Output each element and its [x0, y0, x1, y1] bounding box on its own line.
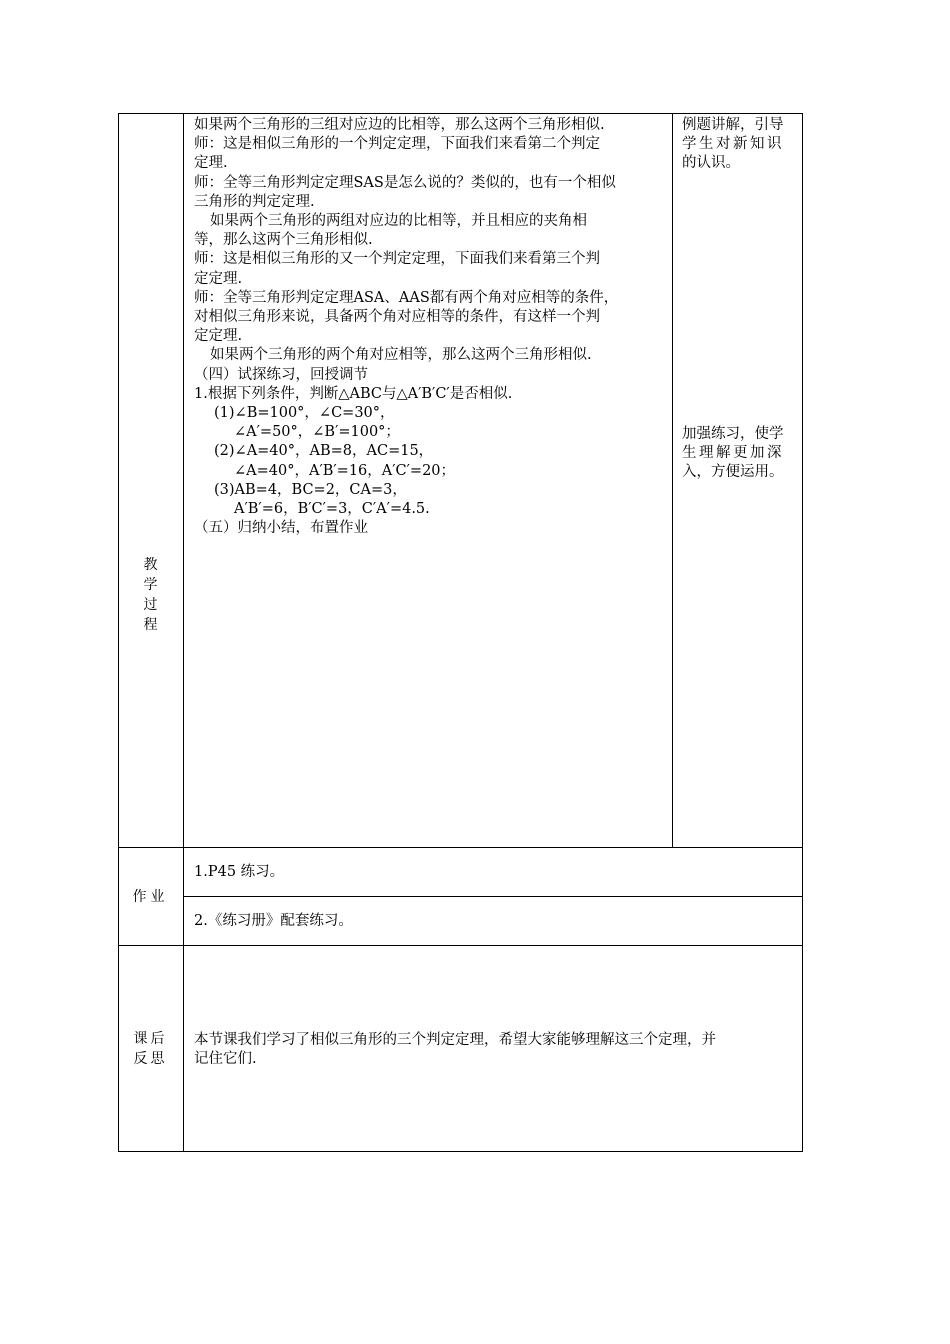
note-line: 例题讲解，引导	[682, 117, 784, 133]
process-label-char: 程	[143, 617, 158, 633]
reflection-label-line: 反思	[133, 1051, 168, 1067]
process-label	[118, 555, 183, 635]
table-border-bottom	[118, 1151, 803, 1152]
row-divider-process	[118, 847, 803, 848]
note-line: 的认识。	[682, 155, 740, 172]
process-line: 如果两个三角形的两组对应边的比相等，并且相应的夹角相	[210, 213, 587, 230]
process-line: 对相似三角形来说，具备两个角对应相等的条件，有这样一个判	[194, 309, 600, 326]
reflection-line: 本节课我们学习了相似三角形的三个判定定理，希望大家能够理解这三个定理，并	[194, 1032, 716, 1048]
process-line: (3)AB=4，BC=2，CA=3，	[214, 481, 407, 498]
reflection-label-line: 课后	[133, 1031, 168, 1047]
homework-item-1: 1.P45 练习。	[194, 864, 285, 880]
process-label-char: 过	[143, 597, 158, 613]
process-line: 师：全等三角形判定定理SAS是怎么说的？类似的，也有一个相似	[194, 174, 616, 191]
table-border-top	[118, 113, 803, 114]
note-line: 加强练习，使学	[682, 426, 784, 442]
process-line: 定定理.	[194, 328, 243, 345]
process-label-char: 教	[143, 557, 158, 573]
process-line: ∠A′=50°，∠B′=100°；	[234, 424, 400, 441]
process-line: 师：这是相似三角形的一个判定定理，下面我们来看第二个判定	[194, 136, 600, 153]
note-line: 入，方便运用。	[682, 464, 784, 481]
process-line: 三角形的判定定理.	[194, 193, 315, 210]
process-line: 定理.	[194, 155, 228, 172]
process-line: ∠A=40°，A′B′=16，A′C′=20；	[234, 462, 456, 479]
reflection-line: 记住它们.	[194, 1051, 257, 1068]
note-line: 生理解更加深	[682, 445, 784, 462]
process-label-char: 学	[143, 577, 158, 593]
reflection-label	[118, 1029, 183, 1069]
homework-item-2: 2.《练习册》配套练习。	[194, 913, 353, 929]
row-divider-homework	[118, 945, 803, 946]
homework-label: 作业	[132, 889, 169, 905]
process-line: 等，那么这两个三角形相似.	[194, 232, 373, 249]
process-line: 师：全等三角形判定定理ASA、AAS都有两个角对应相等的条件，	[194, 289, 619, 306]
row-divider-homework-items	[183, 896, 803, 897]
label-column-divider	[183, 113, 184, 1152]
table-border-right	[802, 113, 803, 1152]
process-line: 定定理.	[194, 270, 243, 287]
process-line: 如果两个三角形的三组对应边的比相等，那么这两个三角形相似.	[194, 117, 605, 133]
process-line: 如果两个三角形的两个角对应相等，那么这两个三角形相似.	[210, 347, 592, 364]
reflection-text	[194, 1031, 798, 1069]
process-line: 1.根据下列条件，判断△ABC与△A′B′C′是否相似.	[194, 385, 513, 402]
note-line: 学生对新知识	[682, 136, 784, 153]
note-1	[682, 116, 798, 174]
notes-column-divider	[672, 113, 673, 847]
process-line: 师：这是相似三角形的又一个判定定理，下面我们来看第三个判	[194, 251, 600, 268]
process-line: （五）归纳小结，布置作业	[194, 520, 368, 537]
process-line: A′B′=6，B′C′=3，C′A′=4.5.	[234, 501, 430, 518]
note-2	[682, 425, 798, 483]
process-line: (2)∠A=40°，AB=8，AC=15，	[214, 443, 434, 460]
process-line: （四）试探练习，回授调节	[194, 366, 368, 383]
process-content	[194, 116, 668, 538]
process-line: (1)∠B=100°，∠C=30°，	[214, 405, 395, 422]
